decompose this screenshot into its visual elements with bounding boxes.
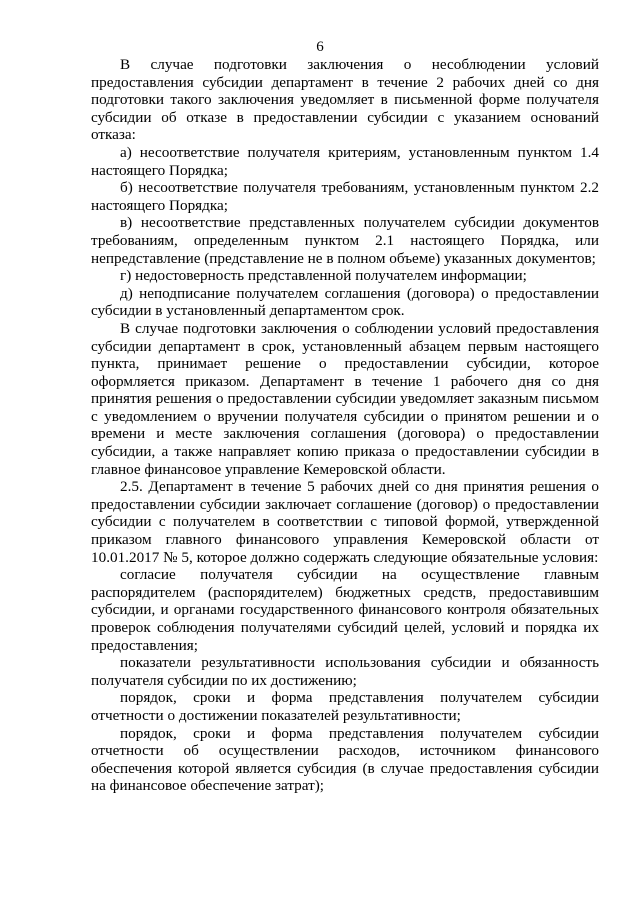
- paragraph-refusal-intro: В случае подготовки заключения о несоблюдении условий предоставления субсидии департамент в течение 2 рабочих дней со дня подготовки такого заключения уведомляет в письменной форме получателя субсидии об отказе в предоставлении субсидии с указанием оснований отказа:: [91, 56, 599, 144]
- paragraph-condition-consent: согласие получателя субсидии на осуществление главным распорядителем (распорядителем) бюджетных средств, предоставившим субсидии, и органами государственного финансового контроля обязательных проверок соблюдения получателями субсидий целей, условий и порядка их предоставления;: [91, 566, 599, 654]
- paragraph-condition-reporting-expenses: порядок, сроки и форма представления получателем субсидии отчетности об осуществлении расходов, источником финансового обеспечения которой является субсидия (в случае предоставления субсидии на финансовое обеспечение затрат);: [91, 724, 599, 795]
- paragraph-reason-b: б) несоответствие получателя требованиям, установленным пунктом 2.2 настоящего Порядка;: [91, 179, 599, 214]
- paragraph-reason-d: д) неподписание получателем соглашения (договора) о предоставлении субсидии в установленный департаментом срок.: [91, 284, 599, 320]
- paragraph-reason-a: а) несоответствие получателя критериям, установленным пунктом 1.4 настоящего Порядка;: [91, 143, 599, 179]
- paragraph-approval: В случае подготовки заключения о соблюдении условий предоставления субсидии департамент в срок, установленный абзацем первым настоящего пункта, принимает решение о предоставлении субсидии, которое оформляется приказом. Департамент в течение 1 рабочего дня со дня принятия решения о предоставлении субсидии уведомляет заказным письмом с уведомлением о вручении получателя субсидии о принятом решении и о времени и месте заключения соглашения (договора) о предоставлении субсидии, а также направляет копию приказа о предоставлении субсидии в главное финансовое управление Кемеровской области.: [91, 319, 599, 478]
- page-number: 6: [316, 39, 324, 55]
- paragraph-reason-g: г) недостоверность представленной получателем информации;: [120, 267, 527, 285]
- paragraph-condition-reporting-results: порядок, сроки и форма представления получателем субсидии отчетности о достижении показателей результативности;: [91, 689, 599, 724]
- paragraph-condition-indicators: показатели результативности использования субсидии и обязанность получателя субсидии по их достижению;: [91, 654, 599, 689]
- document-body: [91, 56, 599, 795]
- paragraph-reason-v: в) несоответствие представленных получателем субсидии документов требованиям, определенным пунктом 2.1 настоящего Порядка, или непредставление (представление не в полном объеме) указанных документов;: [91, 214, 599, 267]
- paragraph-section-2-5: 2.5. Департамент в течение 5 рабочих дней со дня принятия решения о предоставлении субсидии заключает соглашение (договор) о предоставлении субсидии с получателем в соответствии с типовой формой, утвержденной приказом главного финансового управления Кемеровской области от 10.01.2017 № 5, которое должно содержать следующие обязательные условия:: [91, 478, 599, 566]
